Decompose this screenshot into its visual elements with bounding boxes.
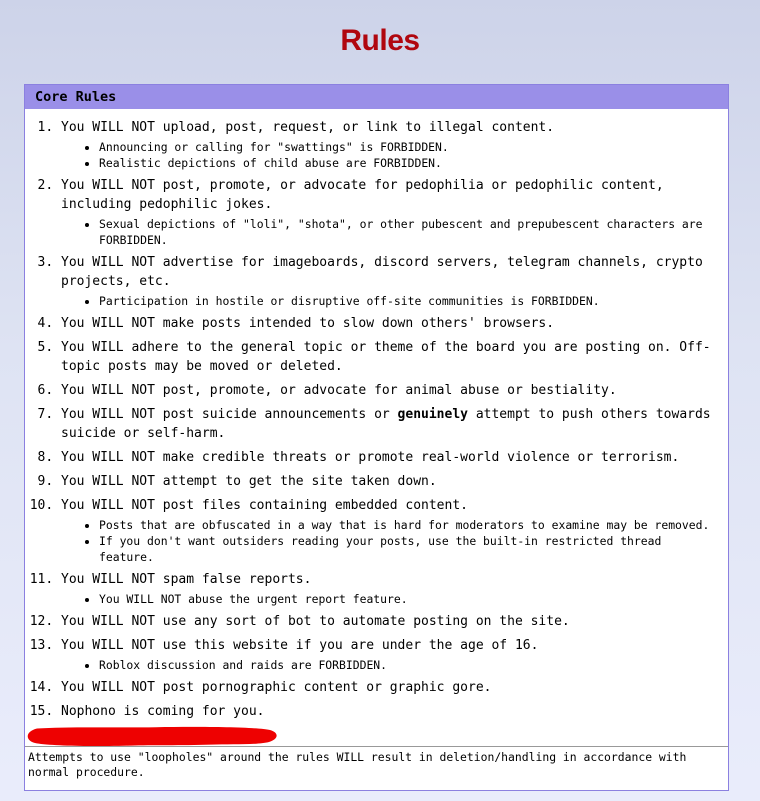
rule-subitem: • You WILL NOT abuse the urgent report feature. (99, 591, 722, 607)
rule-item: 14. You WILL NOT post pornographic content or graphic gore. (61, 678, 722, 697)
rule-sublist (61, 216, 722, 248)
rule-item: 7. You WILL NOT post suicide announcements or genuinely attempt to push others towards suicide or self-harm. (61, 405, 722, 443)
rule-subitem: • Posts that are obfuscated in a way that is hard for moderators to examine may be removed. (99, 517, 722, 533)
loopholes-notice: Attempts to use "loopholes" around the rules WILL result in deletion/handling in accordance with normal procedure. (25, 746, 728, 790)
rule-item: 10. You WILL NOT post files containing embedded content. • Posts that are obfuscated in a way that is hard for moderators to examine may be removed. • If you don't want outsiders reading your posts, use the built-in restricted thread feature. (61, 496, 722, 565)
rule-item: 11. You WILL NOT spam false reports. • You WILL NOT abuse the urgent report feature. (61, 570, 722, 607)
rule-item: 5. You WILL adhere to the general topic or theme of the board you are posting on. Off-topic posts may be moved or deleted. (61, 338, 722, 376)
rule-item: 3. You WILL NOT advertise for imageboards, discord servers, telegram channels, crypto projects, etc. • Participation in hostile or disruptive off-site communities is FORBIDDEN. (61, 253, 722, 309)
panel-header: Core Rules (25, 85, 728, 109)
rule-item: 13. You WILL NOT use this website if you are under the age of 16. • Roblox discussion and raids are FORBIDDEN. (61, 636, 722, 673)
rules-list (25, 118, 722, 721)
redaction-scribble (21, 726, 281, 746)
rule-item: 6. You WILL NOT post, promote, or advocate for animal abuse or bestiality. (61, 381, 722, 400)
core-rules-panel (24, 84, 729, 791)
rule-sublist (61, 293, 722, 309)
rule-item: 15. Nophono is coming for you. (61, 702, 722, 721)
rule-item: 12. You WILL NOT use any sort of bot to automate posting on the site. (61, 612, 722, 631)
rule-item: 8. You WILL NOT make credible threats or promote real-world violence or terrorism. (61, 448, 722, 467)
rule-subitem: • Realistic depictions of child abuse are FORBIDDEN. (99, 155, 722, 171)
rule-sublist (61, 591, 722, 607)
rule-item: 2. You WILL NOT post, promote, or advocate for pedophilia or pedophilic content, including pedophilic jokes. • Sexual depictions of "loli", "shota", or other pubescent and prepubescent characters are FORBIDDEN. (61, 176, 722, 248)
rule-item: 9. You WILL NOT attempt to get the site taken down. (61, 472, 722, 491)
rule-sublist (61, 139, 722, 171)
rule-subitem: • Sexual depictions of "loli", "shota", or other pubescent and prepubescent characters are FORBIDDEN. (99, 216, 722, 248)
rule-subitem: • If you don't want outsiders reading your posts, use the built-in restricted thread feature. (99, 533, 722, 565)
rule-item: 1. You WILL NOT upload, post, request, or link to illegal content. • Announcing or calling for "swattings" is FORBIDDEN. • Realistic depictions of child abuse are FORBIDDEN. (61, 118, 722, 171)
rule-subitem: • Announcing or calling for "swattings" is FORBIDDEN. (99, 139, 722, 155)
rule-item: 4. You WILL NOT make posts intended to slow down others' browsers. (61, 314, 722, 333)
rule-sublist (61, 657, 722, 673)
page-title: Rules (340, 24, 420, 57)
rule-sublist (61, 517, 722, 565)
panel-body (25, 118, 728, 790)
rule-subitem: • Participation in hostile or disruptive off-site communities is FORBIDDEN. (99, 293, 722, 309)
rule-subitem: • Roblox discussion and raids are FORBIDDEN. (99, 657, 722, 673)
